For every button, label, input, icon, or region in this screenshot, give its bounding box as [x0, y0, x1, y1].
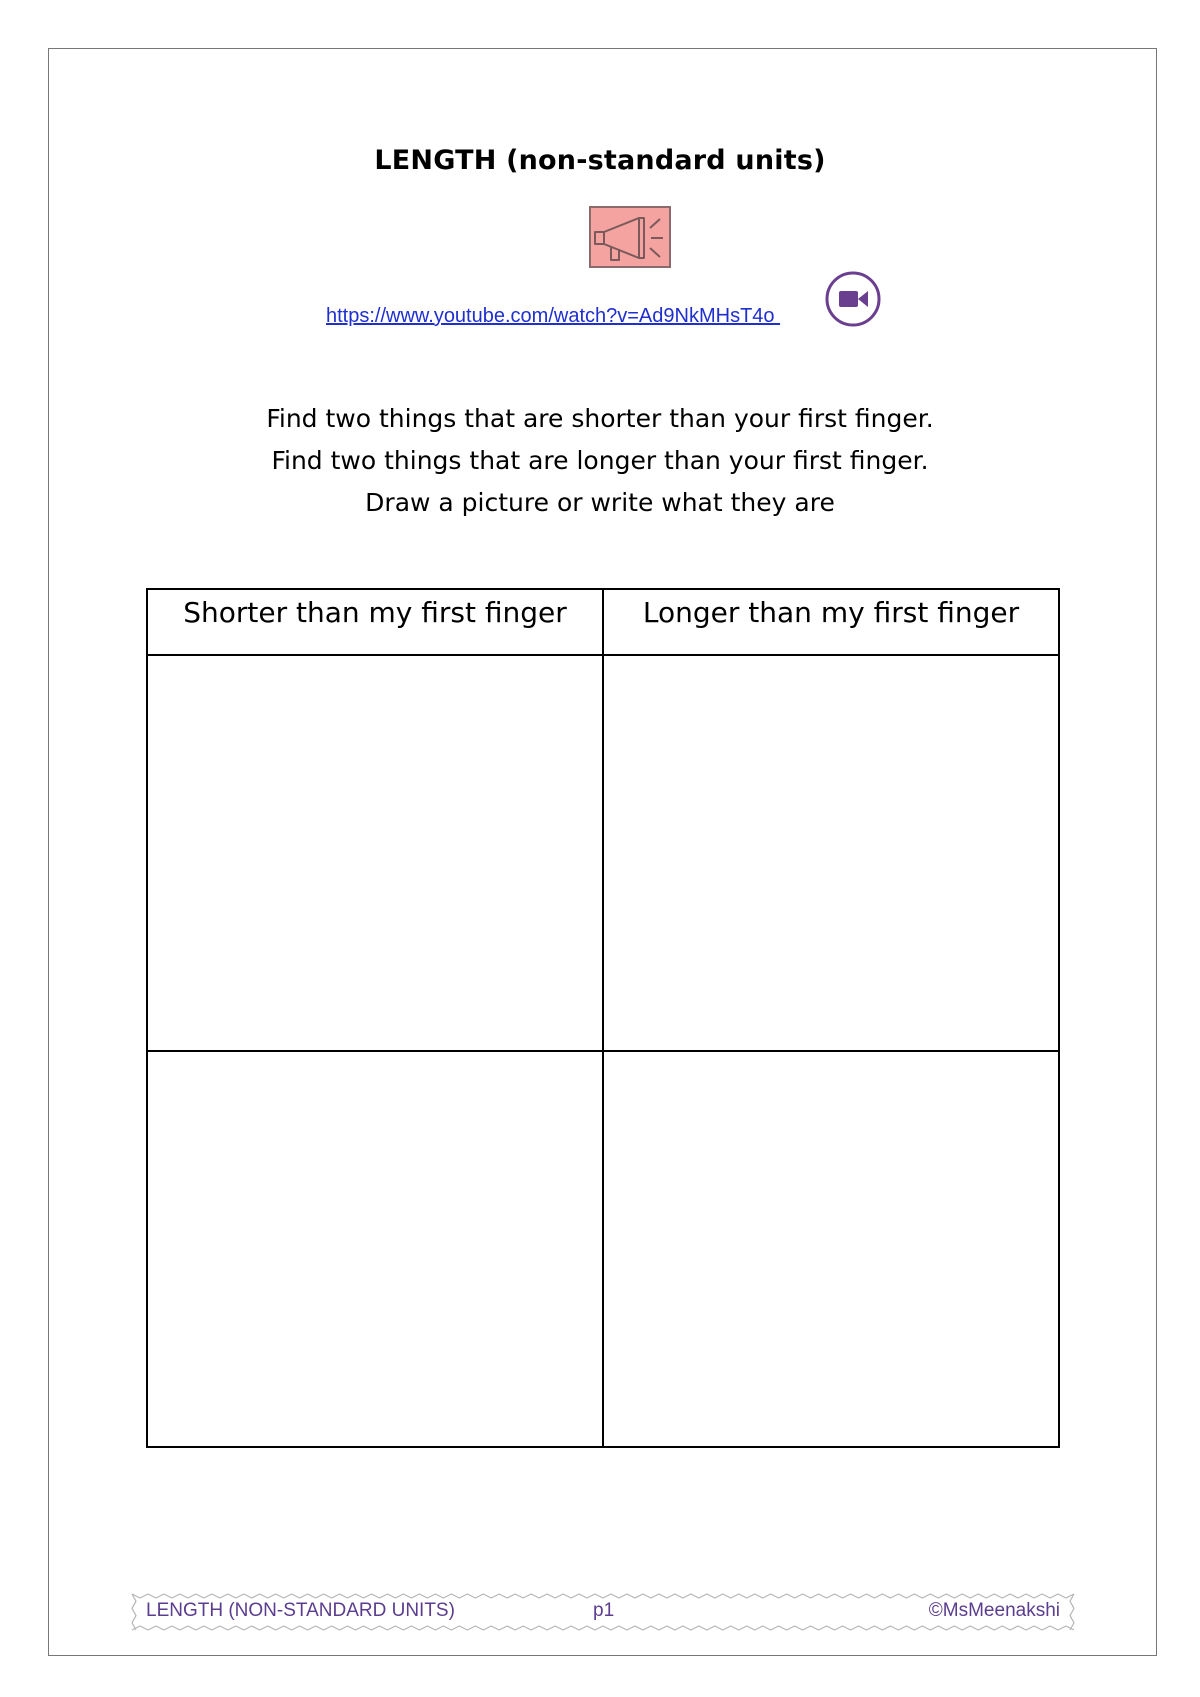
instruction-line: Draw a picture or write what they are [365, 488, 835, 517]
answer-table [146, 588, 1060, 1448]
answer-cell-longer-2[interactable] [603, 1051, 1059, 1447]
instructions [0, 398, 1200, 524]
table-row [147, 655, 1059, 1051]
header-shorter: Shorter than my first finger [147, 589, 603, 655]
instruction-line: Find two things that are longer than your first finger. [271, 446, 929, 475]
footer-copyright: ©MsMeenakshi [928, 1600, 1060, 1621]
answer-cell-shorter-1[interactable] [147, 655, 603, 1051]
header-longer: Longer than my first finger [603, 589, 1059, 655]
answer-cell-longer-1[interactable] [603, 655, 1059, 1051]
page-title: LENGTH (non-standard units) [374, 145, 826, 176]
video-link[interactable]: https://www.youtube.com/watch?v=Ad9NkMHsT4o [326, 305, 781, 327]
footer [128, 1590, 1078, 1634]
instruction-line: Find two things that are shorter than your first finger. [266, 404, 934, 433]
footer-page-number: p1 [593, 1600, 615, 1621]
answer-cell-shorter-2[interactable] [147, 1051, 603, 1447]
table-header-row [147, 589, 1059, 655]
megaphone-icon[interactable] [589, 206, 671, 268]
footer-title: LENGTH (NON-STANDARD UNITS) [146, 1600, 455, 1621]
video-camera-icon[interactable] [824, 270, 882, 328]
table-row [147, 1051, 1059, 1447]
